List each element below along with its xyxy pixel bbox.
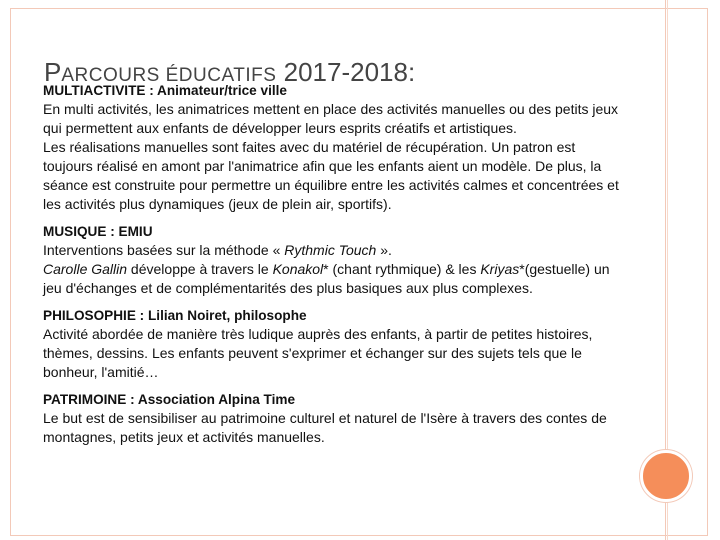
section-heading: MUSIQUE : EMIU bbox=[43, 224, 153, 239]
section-patrimoine bbox=[43, 390, 628, 447]
section-philosophie bbox=[43, 306, 628, 382]
page-title: PARCOURS ÉDUCATIFS 2017-2018: bbox=[44, 57, 416, 87]
section-heading: MULTIACTIVITE : Animateur/trice ville bbox=[43, 83, 287, 98]
paragraph: Les réalisations manuelles sont faites avec du matériel de récupération. Un patron est toujours réalisé en amont par l'animatrice afin que les enfants aient un modèle. De plus, la séance est construite pour permettre un équilibre entre les activités calmes et concentrées et les activités plus dynamiques (jeux de plein air, sportifs). bbox=[43, 139, 619, 212]
paragraph: Carolle Gallin développe à travers le Konakol* (chant rythmique) & les Kriyas*(gestuelle) un jeu d'échanges et de complémentarités des plus basiques aux plus complexes. bbox=[43, 261, 610, 296]
paragraph: En multi activités, les animatrices mettent en place des activités manuelles ou des petits jeux qui permettent aux enfants de développer leurs esprits créatifs et artistiques. bbox=[43, 101, 619, 136]
section-heading: PHILOSOPHIE : Lilian Noiret, philosophe bbox=[43, 308, 307, 323]
decorative-circle bbox=[640, 450, 692, 502]
content-body bbox=[43, 81, 628, 455]
section-musique bbox=[43, 222, 628, 298]
paragraph: Activité abordée de manière très ludique auprès des enfants, à partir de petites histoires, thèmes, dessins. Les enfants peuvent s'exprimer et échanger sur des sujets tels que le bonheur, l'amitié… bbox=[43, 326, 593, 380]
section-multiactivite bbox=[43, 81, 628, 214]
paragraph: Le but est de sensibiliser au patrimoine culturel et naturel de l'Isère à travers des contes de montagnes, petits jeux et activités manuelles. bbox=[43, 410, 607, 445]
section-heading: PATRIMOINE : Association Alpina Time bbox=[43, 392, 296, 407]
paragraph: Interventions basées sur la méthode « Rythmic Touch ». bbox=[43, 242, 392, 258]
